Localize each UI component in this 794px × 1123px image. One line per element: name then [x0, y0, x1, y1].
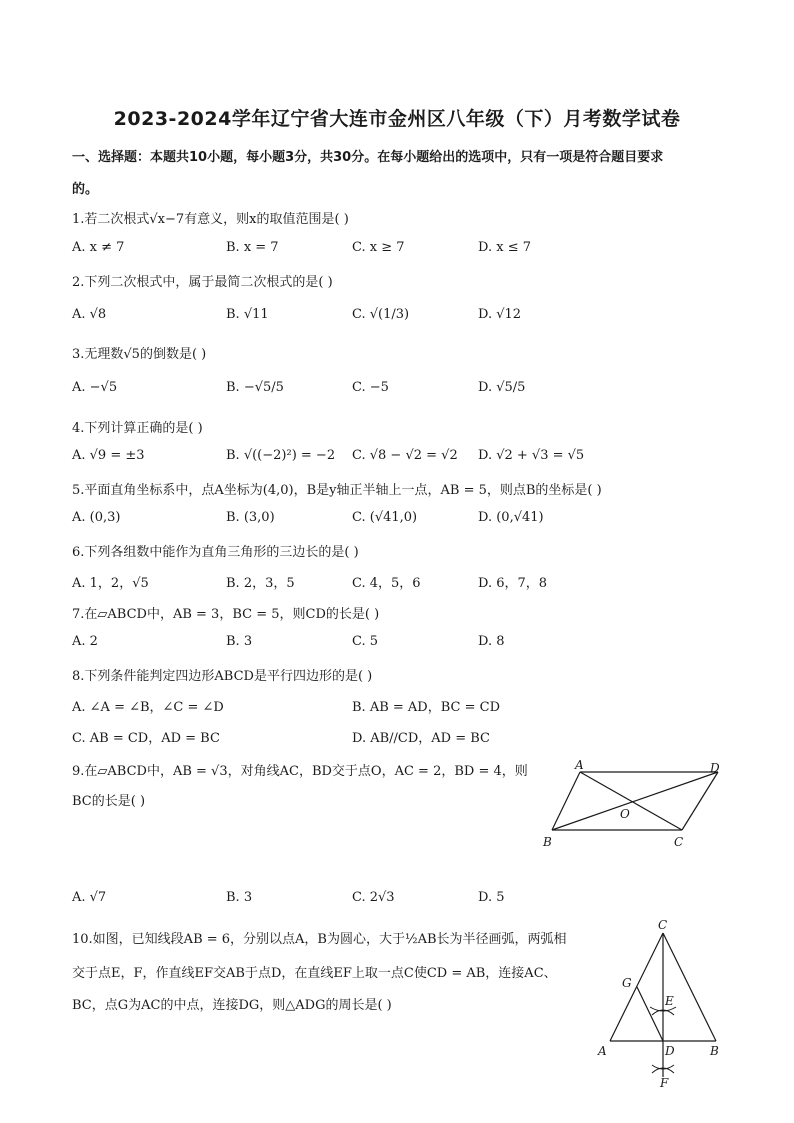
question-4-option-a: A. √9 = ±3 [72, 448, 145, 463]
question-3-option-d: D. √5/5 [478, 380, 526, 395]
question-9-option-b: B. 3 [226, 890, 253, 905]
label-b: B [543, 835, 552, 849]
label-f: F [660, 1076, 669, 1090]
question-1-option-b: B. x = 7 [226, 240, 279, 255]
label-o: O [620, 807, 630, 821]
question-3-stem: 3.无理数√5的倒数是( ) [72, 347, 207, 362]
label-a: A [575, 758, 584, 772]
parallelogram-diagonal-bd [552, 772, 718, 830]
parallelogram-diagonal-ac [580, 772, 682, 830]
question-8-option-b: B. AB = AD，BC = CD [352, 700, 500, 715]
question-1-stem: 1.若二次根式√x−7有意义，则x的取值范围是( ) [72, 212, 349, 227]
question-1-option-d: D. x ≤ 7 [478, 240, 531, 255]
parallelogram-figure [535, 758, 730, 853]
question-4-stem: 4.下列计算正确的是( ) [72, 421, 203, 436]
label-c: C [658, 918, 668, 932]
label-a: A [598, 1044, 607, 1058]
label-c: C [674, 835, 684, 849]
question-1-option-a: A. x ≠ 7 [72, 240, 125, 255]
question-8-stem: 8.下列条件能判定四边形ABCD是平行四边形的是( ) [72, 669, 373, 684]
question-9-stem-line-1: 9.在▱ABCD中，AB = √3，对角线AC，BD交于点O，AC = 2，BD = 4，则 [72, 764, 528, 779]
question-5-option-a: A. (0,3) [72, 510, 121, 525]
triangle-edge-bc [663, 933, 716, 1041]
label-d: D [665, 1044, 675, 1058]
question-1-option-c: C. x ≥ 7 [352, 240, 405, 255]
question-10-stem-line-1: 10.如图，已知线段AB = 6，分别以点A，B为圆心，大于½AB长为半径画弧，两弧相 [72, 932, 567, 947]
question-6-option-b: B. 2，3，5 [226, 576, 295, 591]
parallelogram-edge-dc [682, 772, 718, 830]
question-6-stem: 6.下列各组数中能作为直角三角形的三边长的是( ) [72, 545, 359, 560]
page-title: 2023-2024学年辽宁省大连市金州区八年级（下）月考数学试卷 [113, 108, 681, 130]
question-5-option-b: B. (3,0) [226, 510, 275, 525]
question-7-option-b: B. 3 [226, 634, 253, 649]
question-3-option-c: C. −5 [352, 380, 389, 395]
label-g: G [622, 976, 632, 990]
triangle-figure [590, 915, 730, 1090]
question-9-stem-line-2: BC的长是( ) [72, 794, 146, 809]
question-2-stem: 2.下列二次根式中，属于最简二次根式的是( ) [72, 275, 333, 290]
question-2-option-c: C. √(1/3) [352, 307, 410, 322]
question-8-option-d: D. AB//CD，AD = BC [352, 731, 491, 746]
question-7-option-d: D. 8 [478, 634, 505, 649]
section-heading-line-2: 的。 [72, 182, 99, 197]
segment-dg [637, 987, 663, 1041]
question-4-option-b: B. √((−2)²) = −2 [226, 448, 336, 463]
question-2-option-a: A. √8 [72, 307, 107, 322]
question-5-stem: 5.平面直角坐标系中，点A坐标为(4,0)，B是y轴正半轴上一点，AB = 5，则点B的坐标是( ) [72, 483, 602, 498]
question-7-option-a: A. 2 [72, 634, 98, 649]
question-7-stem: 7.在▱ABCD中，AB = 3，BC = 5，则CD的长是( ) [72, 607, 380, 622]
question-5-option-d: D. (0,√41) [478, 510, 544, 525]
label-d: D [710, 761, 720, 775]
question-8-option-c: C. AB = CD，AD = BC [72, 731, 220, 746]
question-5-option-c: C. (√41,0) [352, 510, 418, 525]
question-9-option-d: D. 5 [478, 890, 505, 905]
question-9-option-a: A. √7 [72, 890, 107, 905]
question-2-option-d: D. √12 [478, 307, 522, 322]
question-10-stem-line-3: BC，点G为AC的中点，连接DG，则△ADG的周长是( ) [72, 998, 392, 1013]
label-e: E [665, 994, 674, 1008]
question-6-option-a: A. 1，2，√5 [72, 576, 149, 591]
question-2-option-b: B. √11 [226, 307, 269, 322]
label-b: B [710, 1044, 719, 1058]
question-3-option-b: B. −√5/5 [226, 380, 284, 395]
question-7-option-c: C. 5 [352, 634, 379, 649]
question-4-option-d: D. √2 + √3 = √5 [478, 448, 585, 463]
question-6-option-c: C. 4，5，6 [352, 576, 421, 591]
section-heading-line-1: 一、选择题：本题共10小题，每小题3分，共30分。在每小题给出的选项中，只有一项是符合题目要求 [72, 150, 664, 165]
question-4-option-c: C. √8 − √2 = √2 [352, 448, 458, 463]
question-9-option-c: C. 2√3 [352, 890, 395, 905]
question-8-option-a: A. ∠A = ∠B，∠C = ∠D [72, 700, 224, 715]
question-6-option-d: D. 6，7，8 [478, 576, 548, 591]
question-10-stem-line-2: 交于点E，F，作直线EF交AB于点D，在直线EF上取一点C使CD = AB，连接AC、 [72, 966, 557, 981]
question-3-option-a: A. −√5 [72, 380, 118, 395]
